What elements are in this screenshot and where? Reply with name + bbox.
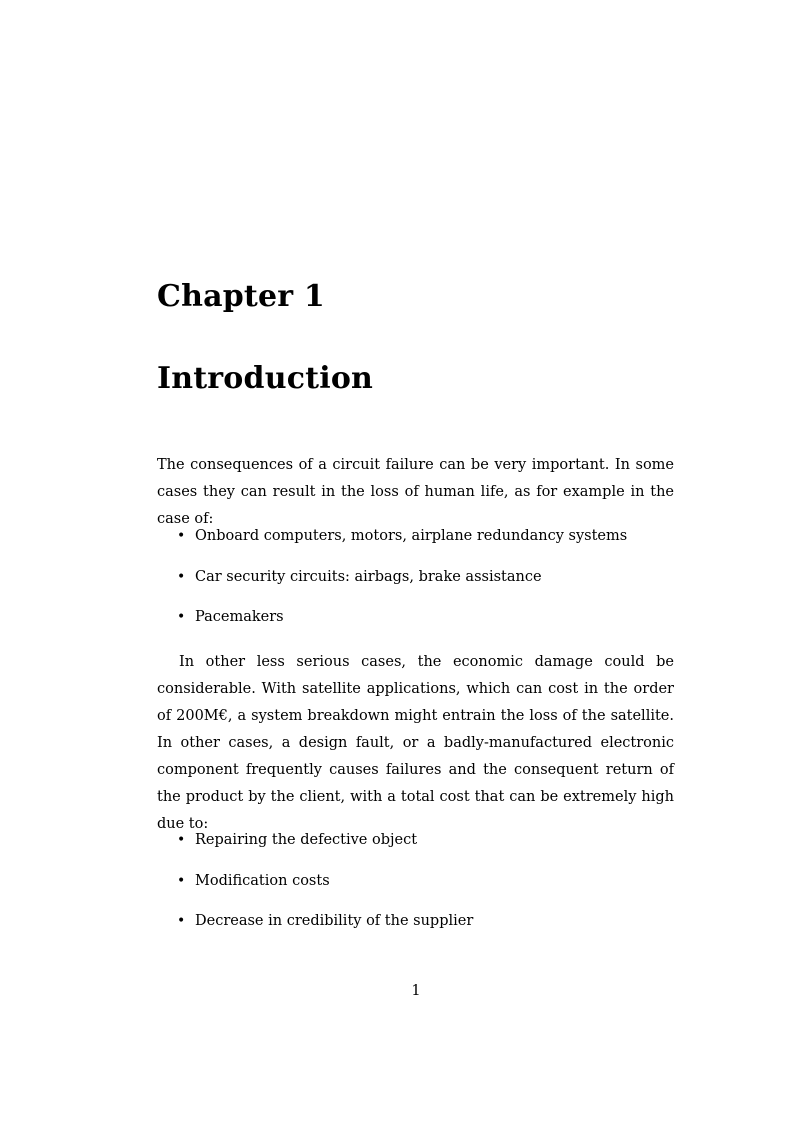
list-item [177, 830, 674, 850]
list-item-text: Decrease in credibility of the supplier [195, 913, 474, 929]
intro-paragraph: The consequences of a circuit failure can be very important. In some cases they can result in the loss of human life, as for example in the case of: [157, 457, 674, 527]
bullet-icon: • [177, 913, 186, 929]
bullet-icon: • [177, 832, 186, 848]
list-item-text: Pacemakers [195, 609, 284, 625]
list-item [177, 871, 674, 891]
bullet-icon: • [177, 528, 186, 544]
list-item [177, 526, 674, 546]
page-number: 1 [411, 983, 421, 999]
bullet-icon: • [177, 609, 186, 625]
list-item-text: Modification costs [195, 872, 330, 889]
intro-paragraph-container [157, 452, 674, 533]
bullet-icon: • [177, 872, 186, 889]
list-item [177, 911, 674, 931]
economic-paragraph-container [157, 649, 674, 838]
list-item [177, 607, 674, 627]
economic-paragraph: In other less serious cases, the economic damage could be considerable. With satellite applications, which can cost in the order of 200M€, a system breakdown might entrain the loss of the satellite. In other cases, a design fault, or a badly-manufactured electronic component frequently causes failures and the consequent return of the product by the client, with a total cost that can be extremely high due to: [157, 654, 674, 832]
chapter-label: Chapter 1 [157, 279, 325, 314]
bullet-icon: • [177, 568, 186, 585]
life-critical-list [177, 526, 674, 648]
list-item [177, 567, 674, 587]
chapter-title: Introduction [157, 361, 374, 396]
list-item-text: Repairing the defective object [195, 832, 418, 848]
cost-factors-list [177, 830, 674, 952]
list-item-text: Car security circuits: airbags, brake assistance [195, 568, 542, 585]
list-item-text: Onboard computers, motors, airplane redundancy systems [195, 528, 628, 544]
